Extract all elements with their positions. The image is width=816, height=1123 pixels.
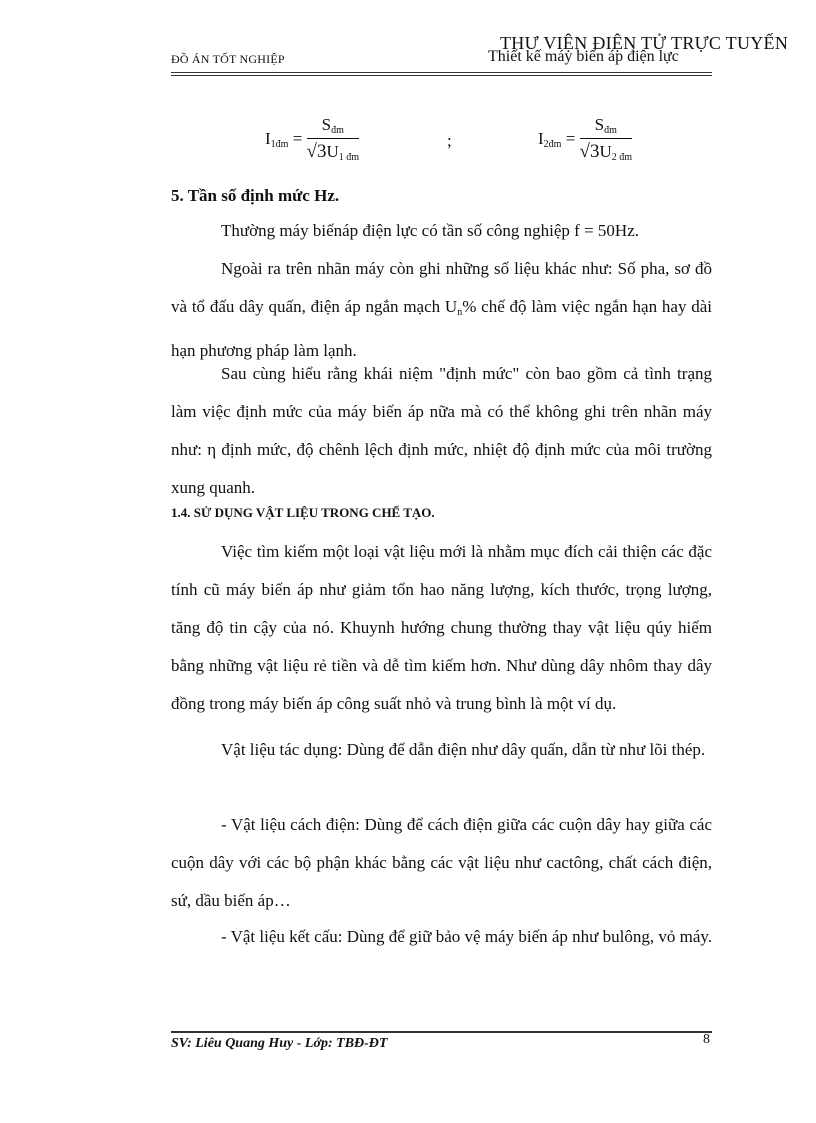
section-1-4-paragraph-1: Việc tìm kiếm một loại vật liệu mới là nhằm mục đích cải thiện các đặc tính cũ máy biến áp như giảm tổn hao năng lượng, kích thước, trọng lượng, tăng độ tin cậy của nó. Khuynh hướng chung thường thay vật liệu qúy hiếm bằng những vật liệu rẻ tiền và dễ tìm kiếm hơn. Như dùng dây nhôm thay dây đồng trong máy biến áp công suất nhỏ và trung bình là một ví dụ.: [171, 542, 712, 713]
fraction-denominator: $√3U_{1 đm}$: [306, 141, 360, 163]
section-1-4-paragraph-2: Vật liệu tác dụng: Dùng để dẫn điện như dây quấn, dẫn từ như lõi thép.: [221, 740, 706, 759]
section-1-4-paragraph-4: - Vật liệu kết cấu: Dùng để giữ bảo vệ máy biến áp như bulông, vỏ máy.: [221, 927, 713, 946]
header-left-title: ĐỒ ÁN TỐT NGHIỆP: [171, 52, 285, 66]
formula-i2-lhs: $I_{2đm}$ =: [538, 128, 576, 150]
formula-separator: ;: [447, 131, 452, 150]
section-5-paragraph-1: Thường máy biếnáp điện lực có tần số công nghiệp f = 50Hz.: [221, 221, 639, 240]
formula-i1-fraction: [307, 115, 360, 163]
formula-i1-lhs: $I_{1đm}$ =: [265, 128, 303, 150]
section-5-paragraph-2: Ngoài ra trên nhãn máy còn ghi những số liệu khác như: Số pha, sơ đồ và tổ đấu dây quấn, điện áp ngắn mạch $U_n\%$ chế độ làm việc ngắn hạn hay dài hạn phương pháp làm lạnh.: [171, 259, 712, 360]
header-rule-secondary: [171, 75, 712, 76]
watermark: THƯ VIỆN ĐIỆN TỬ TRỰC TUYẾN: [500, 33, 789, 53]
footer-rule: [171, 1031, 712, 1033]
fraction-numerator: $S_{đm}$: [580, 115, 633, 139]
footer-author: SV: Liêu Quang Huy - Lớp: TBĐ-ĐT: [171, 1036, 388, 1051]
header-right-title: Thiết kế máy biến áp điện lực: [488, 48, 679, 65]
section-1-4-heading: 1.4. SỬ DỤNG VẬT LIỆU TRONG CHẾ TẠO.: [171, 505, 435, 520]
fraction-numerator: $S_{đm}$: [307, 115, 360, 139]
section-1-4-paragraph-3: - Vật liệu cách điện: Dùng để cách điện giữa các cuộn dây hay giữa các cuộn dây với các bộ phận khác bằng các vật liệu như cactông, chất cách điện, sứ, dầu biến áp…: [171, 815, 712, 910]
section-5-paragraph-3: Sau cùng hiểu rằng khái niệm "định mức" còn bao gồm cả tình trạng làm việc định mức của máy biến áp nữa mà có thể không ghi trên nhãn máy như: η định mức, độ chênh lệch định mức, nhiệt độ định mức của môi trường xung quanh.: [171, 364, 712, 497]
formula-i2-fraction: [580, 115, 633, 163]
formula-i1: [265, 115, 359, 163]
section-5-heading: 5. Tần số định mức Hz.: [171, 186, 340, 205]
formula-i2: [538, 115, 632, 163]
header-rule: [171, 72, 712, 73]
fraction-denominator: $√3U_{2 đm}$: [579, 141, 633, 163]
page-number: 8: [703, 1032, 710, 1047]
